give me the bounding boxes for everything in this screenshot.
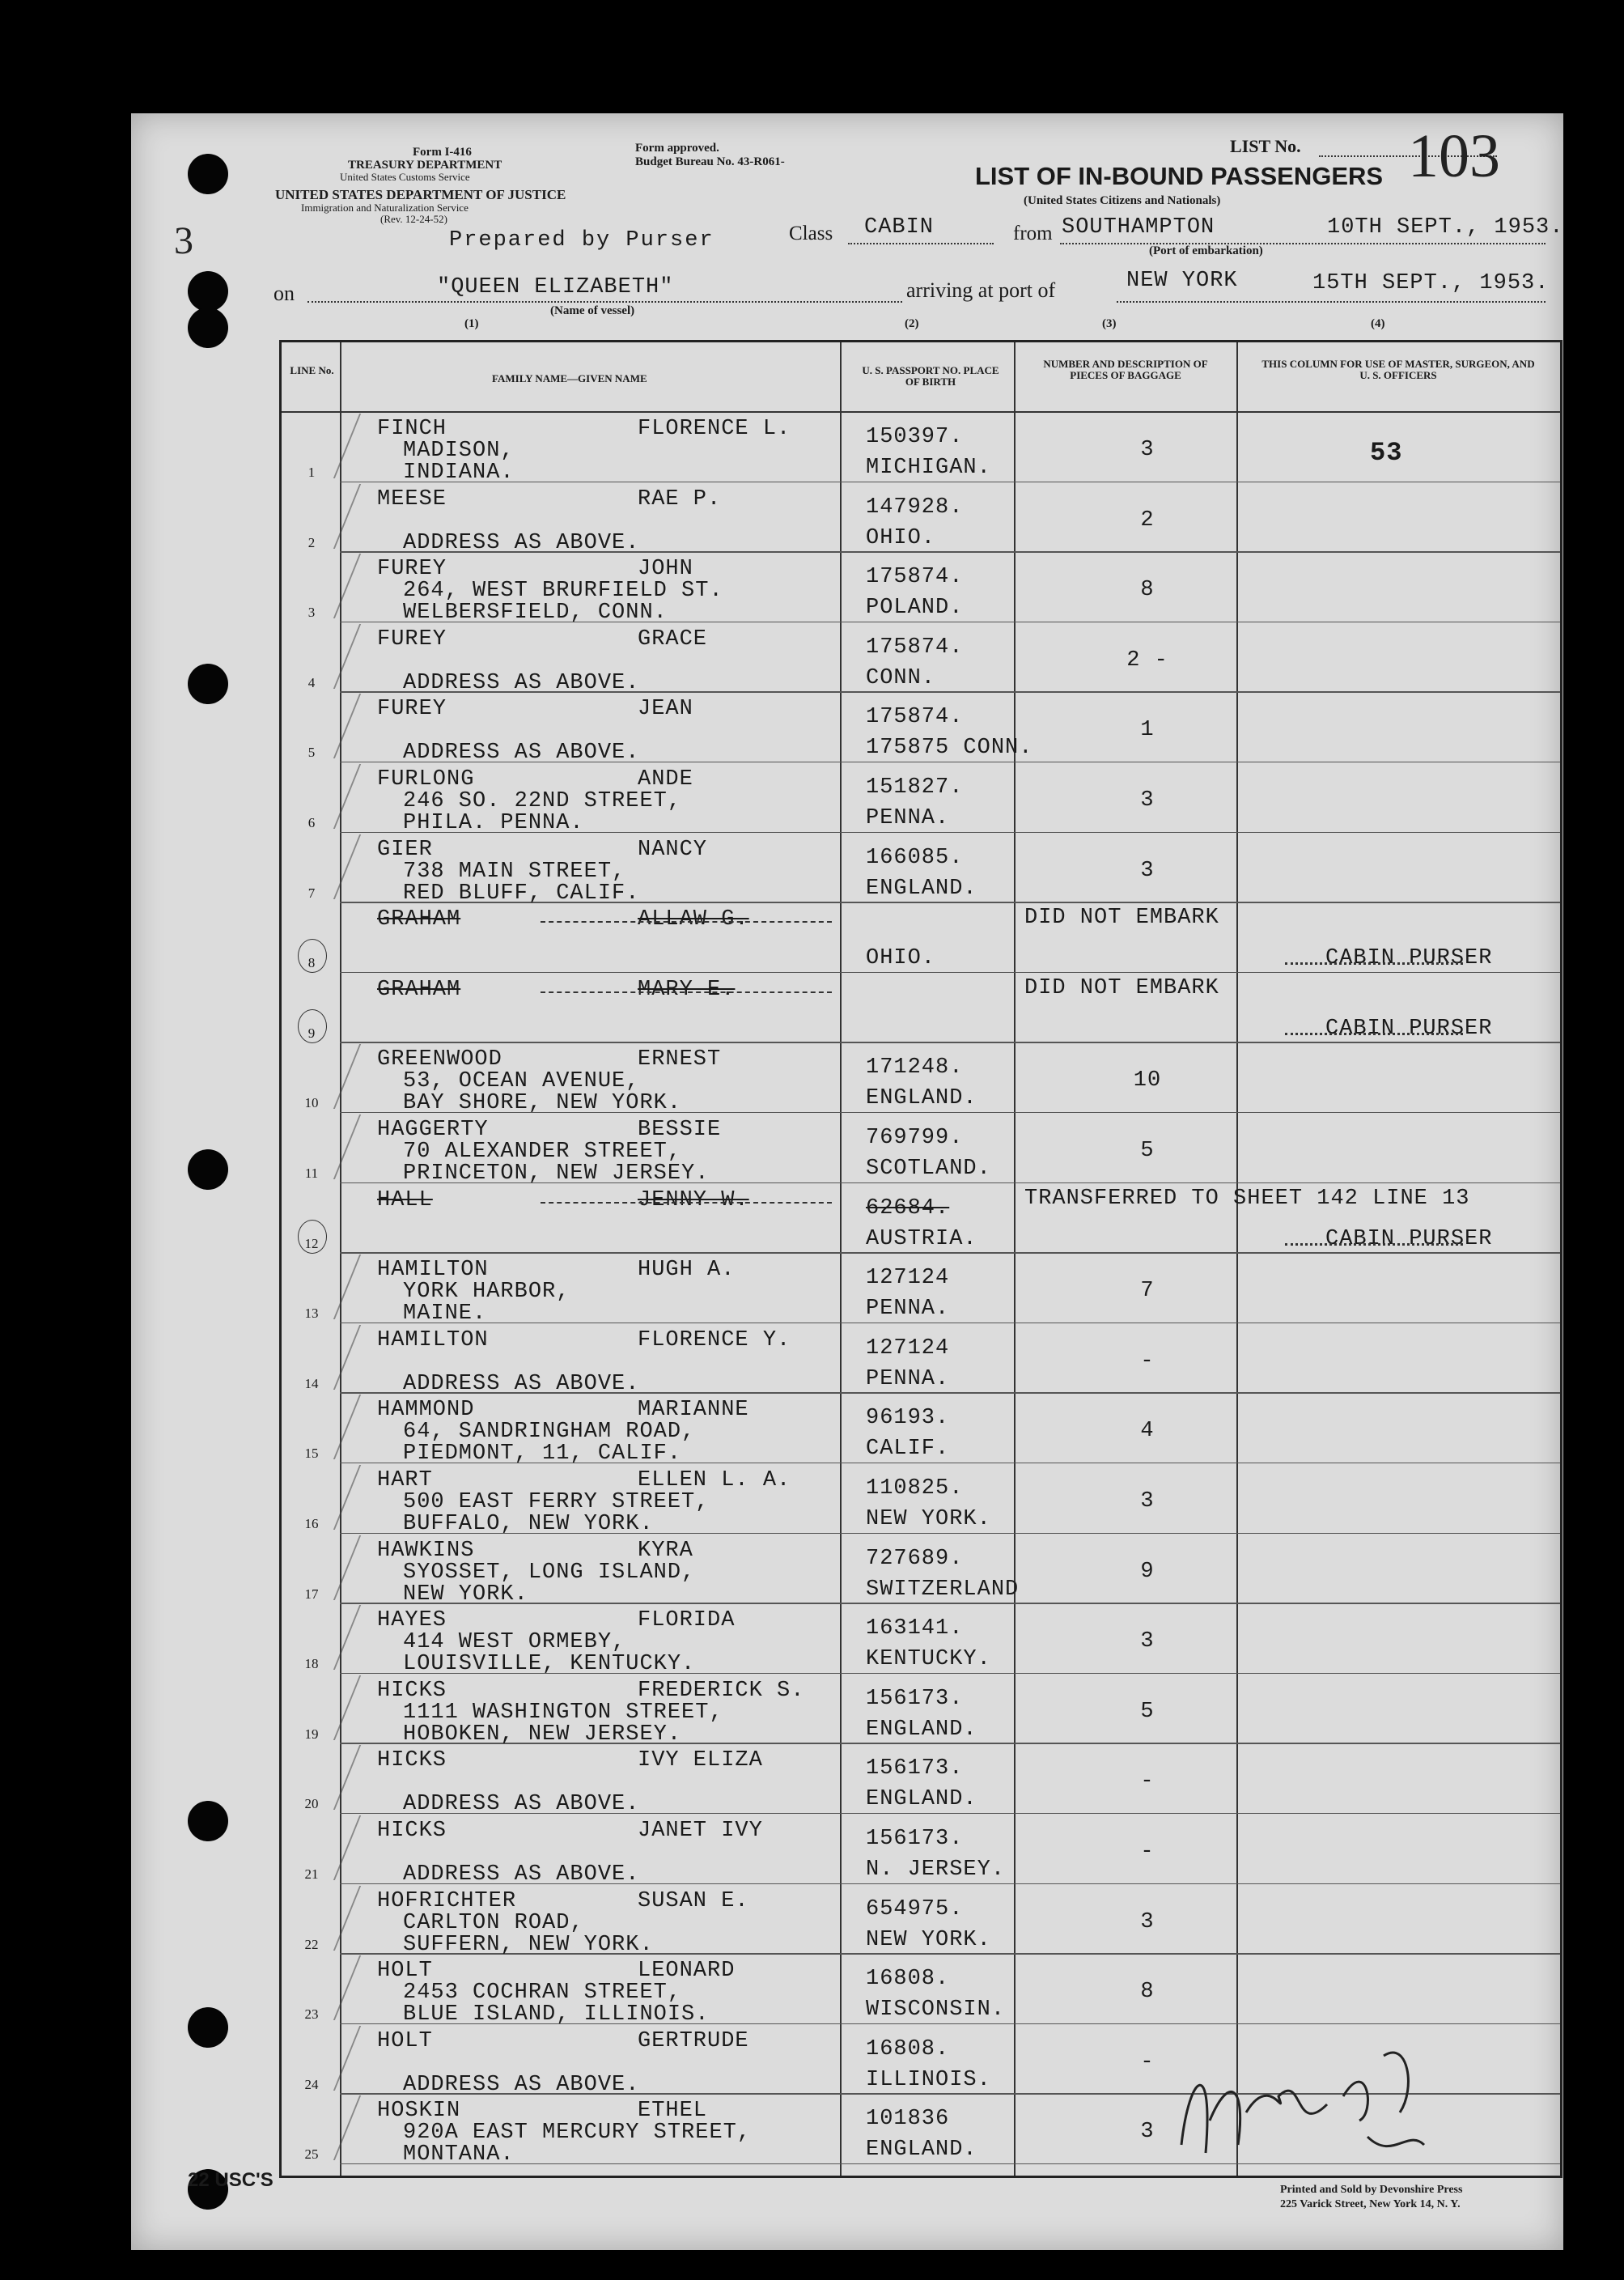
given-name: JANET IVY xyxy=(638,1819,763,1843)
arriving-label: arriving at port of xyxy=(906,278,1056,302)
address-line-2: SUFFERN, NEW YORK. xyxy=(403,1932,654,1957)
doj-title: UNITED STATES DEPARTMENT OF JUSTICE xyxy=(275,187,566,202)
binder-hole xyxy=(188,1149,228,1190)
place-of-birth: AUSTRIA. xyxy=(866,1226,977,1251)
check-mark xyxy=(293,1044,361,1109)
line-number-circle xyxy=(298,939,327,973)
line-number-circle xyxy=(298,1009,327,1043)
col-num-1: (1) xyxy=(464,317,479,330)
baggage-count: 1 xyxy=(1140,718,1155,743)
address-line-2: BAY SHORE, NEW YORK. xyxy=(403,1091,682,1116)
officer-count: 53 xyxy=(1370,438,1403,468)
baggage-count: 5 xyxy=(1140,1699,1155,1724)
passport-number: 151827. xyxy=(866,775,964,800)
printer-line-1: Printed and Sold by Devonshire Press xyxy=(1280,2184,1463,2196)
header-baggage: NUMBER AND DESCRIPTION OF PIECES OF BAGGAGE xyxy=(1043,358,1208,381)
given-name: FLORIDA xyxy=(638,1608,736,1633)
check-mark xyxy=(293,1395,361,1459)
class-line xyxy=(848,243,994,244)
check-mark xyxy=(293,1886,361,1951)
strike-dashes xyxy=(541,1200,832,1204)
family-name: FUREY xyxy=(377,697,447,722)
prepared-by: Prepared by Purser xyxy=(449,228,714,253)
check-mark xyxy=(293,1325,361,1390)
place-of-birth: PENNA. xyxy=(866,1297,950,1322)
place-of-birth: POLAND. xyxy=(866,596,964,621)
place-of-birth: MICHIGAN. xyxy=(866,456,991,480)
given-name: JOHN xyxy=(638,557,693,582)
line-number-circle xyxy=(298,1220,327,1254)
address-line-2: MAINE. xyxy=(403,1301,487,1327)
list-number: 103 xyxy=(1408,122,1500,190)
check-mark xyxy=(293,1535,361,1600)
row-rule xyxy=(340,1042,1560,1043)
baggage-count: 8 xyxy=(1140,1980,1155,2005)
given-name: LEONARD xyxy=(638,1959,736,1984)
table-row xyxy=(282,1395,1560,1467)
check-mark xyxy=(293,554,361,618)
passport-number: 127124 xyxy=(866,1266,950,1291)
place-of-birth: OHIO. xyxy=(866,525,936,550)
table-row xyxy=(282,1535,1560,1607)
check-mark xyxy=(293,1255,361,1319)
given-name: MARY E. xyxy=(638,977,736,1002)
address-line-2: BUFFALO, NEW YORK. xyxy=(403,1512,654,1536)
baggage-count: 3 xyxy=(1140,438,1155,462)
line-number: 17 xyxy=(304,1586,319,1602)
line-number: 8 xyxy=(307,955,316,971)
form-number: Form I-416 xyxy=(413,146,472,159)
baggage-count: 3 xyxy=(1140,2120,1155,2145)
baggage-count: 9 xyxy=(1140,1559,1155,1584)
row-rule xyxy=(340,972,1560,974)
place-of-birth: CALIF. xyxy=(866,1437,950,1462)
family-name: HAYES xyxy=(377,1608,447,1633)
place-of-birth: ENGLAND. xyxy=(866,2138,977,2163)
place-of-birth: OHIO. xyxy=(866,946,936,971)
passport-number: 96193. xyxy=(866,1406,950,1431)
line-number: 7 xyxy=(307,885,316,901)
passport-number: 156173. xyxy=(866,1686,964,1711)
table-row xyxy=(282,1325,1560,1394)
table-row xyxy=(282,1745,1560,1817)
place-of-birth: N. JERSEY. xyxy=(866,1858,1006,1882)
line-number: 3 xyxy=(307,605,316,621)
place-of-birth: NEW YORK. xyxy=(866,1927,991,1952)
table-row xyxy=(282,1605,1560,1677)
address-line-2: PIEDMONT, 11, CALIF. xyxy=(403,1441,682,1467)
line-number: 4 xyxy=(307,674,316,690)
signature-dots xyxy=(1285,962,1463,965)
line-number: 9 xyxy=(307,1025,316,1041)
given-name: ETHEL xyxy=(638,2099,708,2124)
check-mark xyxy=(293,1115,361,1179)
table-row xyxy=(282,1815,1560,1887)
check-mark xyxy=(293,1815,361,1880)
family-name: HICKS xyxy=(377,1678,447,1703)
family-name: GRAHAM xyxy=(377,907,461,932)
table-row xyxy=(282,484,1560,553)
check-mark xyxy=(293,2095,361,2160)
row-rule xyxy=(340,1252,1560,1254)
footer-statute: 22 USC'S xyxy=(188,2169,273,2191)
binder-hole xyxy=(188,308,228,348)
address-line-2: INDIANA. xyxy=(403,461,515,485)
line-number: 14 xyxy=(304,1375,319,1391)
address-line-1: 920A EAST MERCURY STREET, xyxy=(403,2121,752,2146)
table-row xyxy=(282,764,1560,833)
status-note: DID NOT EMBARK xyxy=(1024,906,1219,931)
address-line-1: SYOSSET, LONG ISLAND, xyxy=(403,1560,696,1585)
place-of-birth: ENGLAND. xyxy=(866,1086,977,1111)
header-officers: THIS COLUMN FOR USE OF MASTER, SURGEON, AND U. S. OFFICERS xyxy=(1261,358,1535,381)
passport-number: 769799. xyxy=(866,1126,964,1150)
given-name: BESSIE xyxy=(638,1118,722,1142)
passenger-table xyxy=(279,340,1563,2178)
passport-number: 163141. xyxy=(866,1616,964,1641)
table-row xyxy=(282,624,1560,693)
from-label: from xyxy=(1013,223,1053,244)
check-mark xyxy=(293,1955,361,2020)
address-line-1: 70 ALEXANDER STREET, xyxy=(403,1140,682,1164)
address-line-2: ADDRESS AS ABOVE. xyxy=(403,530,640,555)
given-name: JENNY W. xyxy=(638,1187,749,1212)
given-name: SUSAN E. xyxy=(638,1888,749,1913)
passport-number: 156173. xyxy=(866,1756,964,1781)
from-line xyxy=(1060,243,1546,244)
family-name: FUREY xyxy=(377,626,447,652)
family-name: HICKS xyxy=(377,1748,447,1773)
passport-number: 127124 xyxy=(866,1335,950,1361)
given-name: FLORENCE Y. xyxy=(638,1327,791,1352)
address-line-2: BLUE ISLAND, ILLINOIS. xyxy=(403,2002,710,2027)
passport-number: 110825. xyxy=(866,1476,964,1501)
address-line-2: MONTANA. xyxy=(403,2142,515,2167)
place-of-birth: NEW YORK. xyxy=(866,1507,991,1531)
table-row xyxy=(282,1255,1560,1327)
passport-number: 150397. xyxy=(866,425,964,449)
strike-dashes xyxy=(541,919,832,923)
address-line-1: 414 WEST ORMEBY, xyxy=(403,1630,626,1655)
family-name: HAMILTON xyxy=(377,1327,489,1352)
address-line-1: 64, SANDRINGHAM ROAD, xyxy=(403,1420,696,1445)
line-number: 12 xyxy=(304,1235,319,1251)
passport-number: 171248. xyxy=(866,1055,964,1081)
check-mark xyxy=(293,484,361,549)
family-name: HOLT xyxy=(377,2028,433,2053)
address-line-1: 264, WEST BRURFIELD ST. xyxy=(403,579,723,604)
col-num-4: (4) xyxy=(1371,317,1385,330)
passport-number: 16808. xyxy=(866,2036,950,2061)
baggage-count: 3 xyxy=(1140,788,1155,813)
address-line-2: WELBERSFIELD, CONN. xyxy=(403,601,668,626)
port-embarkation: SOUTHAMPTON xyxy=(1062,215,1215,240)
baggage-count: 3 xyxy=(1140,1909,1155,1934)
family-name: HOLT xyxy=(377,1959,433,1984)
baggage-count: 7 xyxy=(1140,1279,1155,1304)
address-line-1: 2453 COCHRAN STREET, xyxy=(403,1981,682,2006)
baggage-count: 3 xyxy=(1140,858,1155,883)
header-line-no: LINE No. xyxy=(290,364,334,376)
family-name: HOSKIN xyxy=(377,2099,461,2124)
given-name: ALLAW G. xyxy=(638,907,749,932)
baggage-count: 2 - xyxy=(1126,647,1168,673)
address-line-2: HOBOKEN, NEW JERSEY. xyxy=(403,1722,682,1747)
customs-service: United States Customs Service xyxy=(340,171,470,183)
line-number: 10 xyxy=(304,1095,319,1111)
printer-line-2: 225 Varick Street, New York 14, N. Y. xyxy=(1280,2198,1461,2210)
baggage-count: - xyxy=(1140,2049,1155,2074)
baggage-count: 4 xyxy=(1140,1419,1155,1444)
rev-date: (Rev. 12-24-52) xyxy=(380,213,447,225)
address-line-1: MADISON, xyxy=(403,439,515,463)
table-row xyxy=(282,1955,1560,2027)
binder-hole xyxy=(188,271,228,312)
table-row xyxy=(282,1675,1560,1747)
signature-dots xyxy=(1285,1243,1463,1246)
place-of-birth: PENNA. xyxy=(866,806,950,830)
baggage-count: 3 xyxy=(1140,1489,1155,1514)
family-name: HAGGERTY xyxy=(377,1118,489,1142)
baggage-count: 8 xyxy=(1140,578,1155,603)
line-number: 16 xyxy=(304,1516,319,1531)
table-row xyxy=(282,834,1560,906)
passport-number: 654975. xyxy=(866,1896,964,1921)
purser-signature: CABIN PURSER xyxy=(1325,1016,1493,1041)
place-of-birth: ENGLAND. xyxy=(866,1787,977,1812)
given-name: HUGH A. xyxy=(638,1258,736,1283)
vessel-line xyxy=(307,301,902,303)
table-row xyxy=(282,1185,1560,1254)
passport-number: 62684. xyxy=(866,1195,950,1221)
place-of-birth: ENGLAND. xyxy=(866,1717,977,1742)
row-rule xyxy=(340,482,1560,483)
table-row xyxy=(282,1465,1560,1534)
passport-number: 166085. xyxy=(866,845,964,870)
table-row xyxy=(282,554,1560,626)
binder-hole xyxy=(188,154,228,194)
address-line-1: 1111 WASHINGTON STREET, xyxy=(403,1700,723,1725)
given-name: IVY ELIZA xyxy=(638,1748,763,1773)
form-approved: Form approved. xyxy=(635,142,719,155)
col-num-2: (2) xyxy=(905,317,919,330)
arrival-line xyxy=(1117,301,1546,303)
given-name: GRACE xyxy=(638,626,708,652)
passport-number: 175874. xyxy=(866,565,964,590)
address-line-1: 246 SO. 22ND STREET, xyxy=(403,789,682,813)
treasury-dept: TREASURY DEPARTMENT xyxy=(348,159,502,172)
place-of-birth: ENGLAND. xyxy=(866,876,977,901)
check-mark xyxy=(293,1465,361,1530)
table-row xyxy=(282,1886,1560,1955)
class-value: CABIN xyxy=(864,215,935,240)
line-number: 11 xyxy=(304,1165,319,1181)
line-number: 21 xyxy=(304,1866,319,1882)
address-line-1: CARLTON ROAD, xyxy=(403,1910,584,1935)
check-mark xyxy=(293,1675,361,1740)
embark-date: 10TH SEPT., 1953. xyxy=(1327,215,1564,240)
purser-signature: CABIN PURSER xyxy=(1325,1226,1493,1251)
address-line-2: RED BLUFF, CALIF. xyxy=(403,881,640,906)
passport-number: 16808. xyxy=(866,1967,950,1992)
line-number: 24 xyxy=(304,2076,319,2092)
baggage-count: 5 xyxy=(1140,1139,1155,1163)
table-row xyxy=(282,1115,1560,1186)
check-mark xyxy=(293,834,361,899)
given-name: FLORENCE L. xyxy=(638,417,791,441)
arrival-port: NEW YORK xyxy=(1126,269,1238,293)
given-name: RAE P. xyxy=(638,486,722,512)
line-number: 25 xyxy=(304,2146,319,2163)
address-line-1: 53, OCEAN AVENUE, xyxy=(403,1069,640,1094)
given-name: MARIANNE xyxy=(638,1398,749,1423)
given-name: ERNEST xyxy=(638,1047,722,1072)
given-name: ANDE xyxy=(638,767,693,792)
passport-number: 727689. xyxy=(866,1546,964,1571)
header-rule xyxy=(282,411,1560,413)
family-name: GRAHAM xyxy=(377,977,461,1002)
form-subtitle: (United States Citizens and Nationals) xyxy=(1024,194,1221,207)
address-line-2: ADDRESS AS ABOVE. xyxy=(403,1792,640,1817)
address-line-1: 500 EAST FERRY STREET, xyxy=(403,1490,710,1514)
place-of-birth: KENTUCKY. xyxy=(866,1647,991,1672)
line-number: 23 xyxy=(304,2006,319,2023)
line-number: 6 xyxy=(307,815,316,830)
family-name: HALL xyxy=(377,1187,433,1212)
baggage-count: 2 xyxy=(1140,507,1155,533)
family-name: FINCH xyxy=(377,417,447,441)
on-label: on xyxy=(273,282,295,305)
place-of-birth: WISCONSIN. xyxy=(866,1998,1006,2023)
address-line-2: ADDRESS AS ABOVE. xyxy=(403,670,640,695)
table-row xyxy=(282,1044,1560,1116)
table-row xyxy=(282,414,1560,485)
family-name: GREENWOOD xyxy=(377,1047,502,1072)
line-number: 1 xyxy=(307,465,316,480)
passport-number: 175874. xyxy=(866,635,964,660)
given-name: NANCY xyxy=(638,837,708,862)
inspector-signature xyxy=(1165,2023,1440,2185)
binder-hole xyxy=(188,664,228,704)
check-mark xyxy=(293,1745,361,1810)
arrival-date: 15TH SEPT., 1953. xyxy=(1312,271,1550,295)
binder-hole xyxy=(188,2007,228,2048)
family-name: HART xyxy=(377,1468,433,1492)
check-mark xyxy=(293,1605,361,1670)
address-line-2: ADDRESS AS ABOVE. xyxy=(403,1862,640,1887)
budget-bureau: Budget Bureau No. 43-R061- xyxy=(635,155,785,168)
purser-signature: CABIN PURSER xyxy=(1325,946,1493,971)
vessel-caption: (Name of vessel) xyxy=(550,304,635,317)
check-mark xyxy=(293,414,361,478)
signature-dots xyxy=(1285,1033,1463,1035)
address-line-2: NEW YORK. xyxy=(403,1582,528,1607)
binder-hole xyxy=(188,1801,228,1841)
baggage-count: - xyxy=(1140,1769,1155,1794)
family-name: FURLONG xyxy=(377,767,475,792)
check-mark xyxy=(293,764,361,829)
place-of-birth: CONN. xyxy=(866,665,936,690)
table-row xyxy=(282,974,1560,1043)
passport-number: 147928. xyxy=(866,495,964,520)
given-name: GERTRUDE xyxy=(638,2028,749,2053)
address-line-2: ADDRESS AS ABOVE. xyxy=(403,2072,640,2097)
place-of-birth: ILLINOIS. xyxy=(866,2067,991,2092)
passport-number: 175874. xyxy=(866,705,964,730)
check-mark xyxy=(293,2026,361,2091)
given-name: FREDERICK S. xyxy=(638,1678,805,1703)
line-number: 15 xyxy=(304,1446,319,1462)
place-of-birth: SCOTLAND. xyxy=(866,1157,991,1181)
family-name: HAMMOND xyxy=(377,1398,475,1423)
header-name: FAMILY NAME—GIVEN NAME xyxy=(492,372,647,384)
status-note: DID NOT EMBARK xyxy=(1024,975,1219,1000)
list-no-label: LIST No. xyxy=(1230,136,1301,156)
line-number: 13 xyxy=(304,1306,319,1322)
class-label: Class xyxy=(789,223,833,244)
form-title: LIST OF IN-BOUND PASSENGERS xyxy=(975,162,1384,190)
col-num-3: (3) xyxy=(1102,317,1117,330)
line-number: 19 xyxy=(304,1726,319,1742)
passport-number: 101836 xyxy=(866,2107,950,2132)
family-name: HICKS xyxy=(377,1819,447,1843)
family-name: HOFRICHTER xyxy=(377,1888,517,1913)
family-name: HAWKINS xyxy=(377,1538,475,1563)
baggage-count: - xyxy=(1140,1348,1155,1374)
line-number: 5 xyxy=(307,745,316,761)
ins-title: Immigration and Naturalization Service xyxy=(301,202,469,214)
given-name: ELLEN L. A. xyxy=(638,1468,791,1492)
address-line-2: LOUISVILLE, KENTUCKY. xyxy=(403,1652,696,1677)
given-name: KYRA xyxy=(638,1538,693,1563)
line-number: 18 xyxy=(304,1656,319,1672)
line-number: 22 xyxy=(304,1936,319,1952)
passport-number: 156173. xyxy=(866,1827,964,1851)
table-row xyxy=(282,904,1560,973)
baggage-count: 10 xyxy=(1133,1068,1162,1093)
address-line-2: ADDRESS AS ABOVE. xyxy=(403,1371,640,1396)
header-passport: U. S. PASSPORT NO. PLACE OF BIRTH xyxy=(862,364,999,388)
baggage-count: - xyxy=(1140,1840,1155,1864)
address-line-2: ADDRESS AS ABOVE. xyxy=(403,741,640,766)
family-name: GIER xyxy=(377,837,433,862)
family-name: HAMILTON xyxy=(377,1258,489,1283)
margin-mark: 3 xyxy=(174,219,193,262)
given-name: JEAN xyxy=(638,697,693,722)
status-note: TRANSFERRED TO SHEET 142 LINE 13 xyxy=(1024,1186,1470,1211)
address-line-1: 738 MAIN STREET, xyxy=(403,859,626,884)
row-rule xyxy=(340,1323,1560,1324)
family-name: MEESE xyxy=(377,486,447,512)
address-line-1: YORK HARBOR, xyxy=(403,1280,570,1305)
address-line-2: PRINCETON, NEW JERSEY. xyxy=(403,1161,710,1186)
baggage-count: 3 xyxy=(1140,1629,1155,1654)
port-embark-caption: (Port of embarkation) xyxy=(1149,244,1263,257)
vessel-name: "QUEEN ELIZABETH" xyxy=(437,275,674,299)
strike-dashes xyxy=(541,990,832,993)
line-number: 20 xyxy=(304,1796,319,1812)
table-row xyxy=(282,694,1560,766)
family-name: FUREY xyxy=(377,557,447,582)
check-mark xyxy=(293,624,361,689)
check-mark xyxy=(293,694,361,758)
place-of-birth: SWITZERLAND xyxy=(866,1577,1020,1602)
line-number: 2 xyxy=(307,534,316,550)
address-line-2: PHILA. PENNA. xyxy=(403,811,584,835)
place-of-birth: 175875 CONN. xyxy=(866,736,1033,761)
place-of-birth: PENNA. xyxy=(866,1366,950,1391)
